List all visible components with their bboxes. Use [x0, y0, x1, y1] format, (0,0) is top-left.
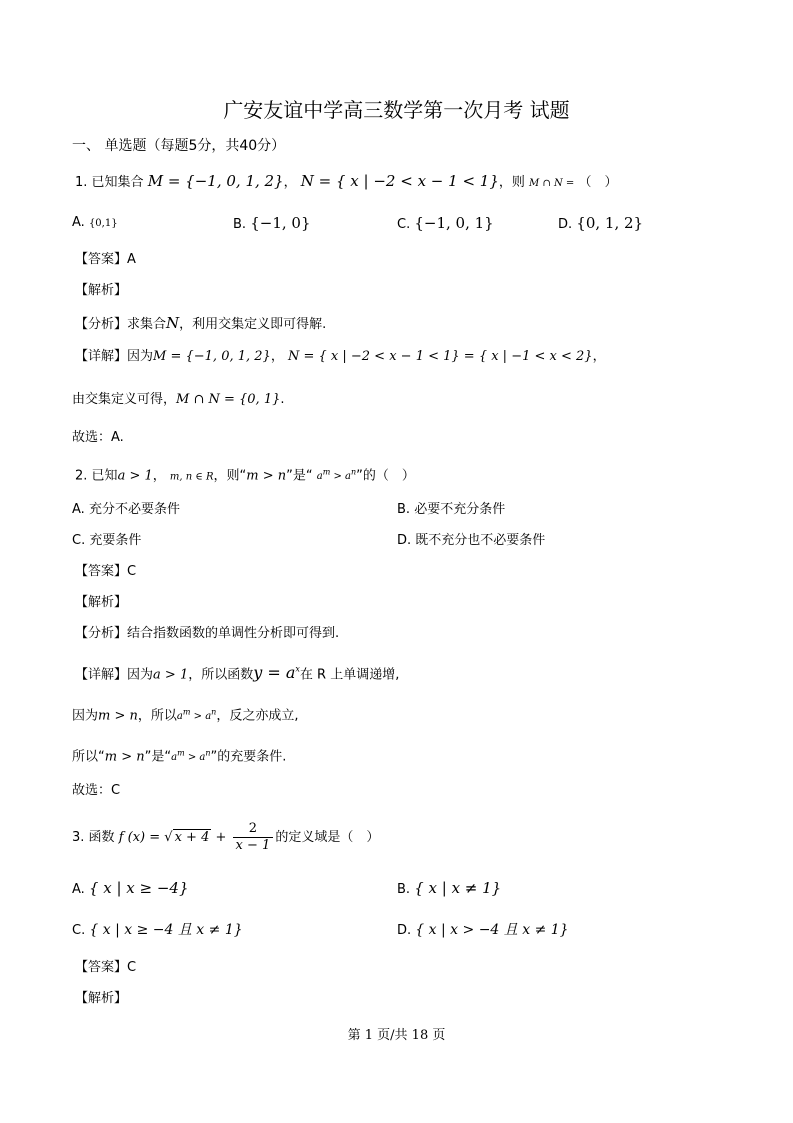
q1-option-a[interactable]: A. {0,1}	[72, 215, 118, 230]
q2-option-c[interactable]: C. 充要条件	[72, 533, 142, 548]
q1-option-b[interactable]: B. {−1, 0}	[233, 214, 311, 232]
q1-number: 1.	[75, 175, 88, 190]
q2-choose: 故选：C	[72, 783, 121, 798]
q1-set-m: M = {−1, 0, 1, 2}	[147, 172, 284, 190]
q3-option-c[interactable]: C. { x | x ≥ −4 且 x ≠ 1}	[72, 922, 243, 938]
section-heading: 一、 单选题（每题5分，共40分）	[72, 138, 286, 154]
q1-option-d[interactable]: D. {0, 1, 2}	[558, 214, 644, 232]
q3-answer: 【答案】C	[75, 960, 137, 975]
q2-option-d[interactable]: D. 既不充分也不必要条件	[397, 533, 546, 548]
q3-stem: 3. 函数 f (x) = √ x + 4 + $\frac{2}{x - 1}$ 的定义域是（ ）	[72, 821, 380, 853]
q2-number: 2.	[75, 468, 88, 484]
q2-answer: 【答案】C	[75, 564, 137, 579]
q1-option-c[interactable]: C. {−1, 0, 1}	[397, 214, 494, 232]
q3-sqrt: √ x + 4	[164, 830, 210, 845]
q2-fenxi: 【分析】结合指数函数的单调性分析即可得到.	[75, 626, 340, 641]
q2-xiangjie: 【详解】因为a > 1，所以函数$y = a^x$在 R 上单调递增,	[75, 663, 400, 683]
q1-choose: 故选：A.	[72, 430, 124, 445]
q1-solution-line2: 由交集定义可得，M ∩ N = {0, 1}.	[72, 392, 285, 407]
q1-set-n: N = { x | −2 < x − 1 < 1}	[300, 172, 499, 190]
q3-option-b[interactable]: B. { x | x ≠ 1}	[397, 879, 502, 897]
q2-stem: 2. 已知a > 1， m, n ∈ R，则“m > n”是“ $a^m > a^n$”的（ ）	[75, 468, 415, 484]
q1-intersection: M ∩ N =	[529, 178, 575, 189]
q3-option-d[interactable]: D. { x | x > −4 且 x ≠ 1}	[397, 922, 569, 938]
q1-answer: 【答案】A	[75, 252, 136, 267]
q3-number: 3.	[72, 830, 85, 845]
q1-xiangjie: 【详解】因为M = {−1, 0, 1, 2}， N = { x | −2 < x − 1 < 1} = { x | −1 < x < 2}，	[75, 349, 606, 364]
q1-stem: 1. 已知集合 M = {−1, 0, 1, 2}， N = { x | −2 < x − 1 < 1}，则 M ∩ N = （ ）	[75, 172, 618, 190]
q3-fraction: $\frac{2}{x - 1}$	[233, 821, 274, 854]
q2-option-a[interactable]: A. 充分不必要条件	[72, 502, 180, 517]
q1-analysis-tag: 【解析】	[75, 283, 128, 298]
q2-solution-line2: 因为m > n，所以$a^m > a^n$，反之亦成立,	[72, 708, 299, 724]
page-title: 广安友谊中学高三数学第一次月考 试题	[223, 98, 570, 122]
q1-fenxi: 【分析】求集合N，利用交集定义即可得解.	[75, 314, 327, 332]
q2-option-b[interactable]: B. 必要不充分条件	[397, 502, 506, 517]
q2-analysis-tag: 【解析】	[75, 595, 128, 610]
page-footer: 第 1 页/共 18 页	[347, 1028, 446, 1043]
q3-option-a[interactable]: A. { x | x ≥ −4}	[72, 879, 189, 897]
q2-solution-line3: 所以“m > n”是“$a^m > a^n$”的充要条件.	[72, 749, 287, 765]
q3-analysis-tag: 【解析】	[75, 991, 128, 1006]
